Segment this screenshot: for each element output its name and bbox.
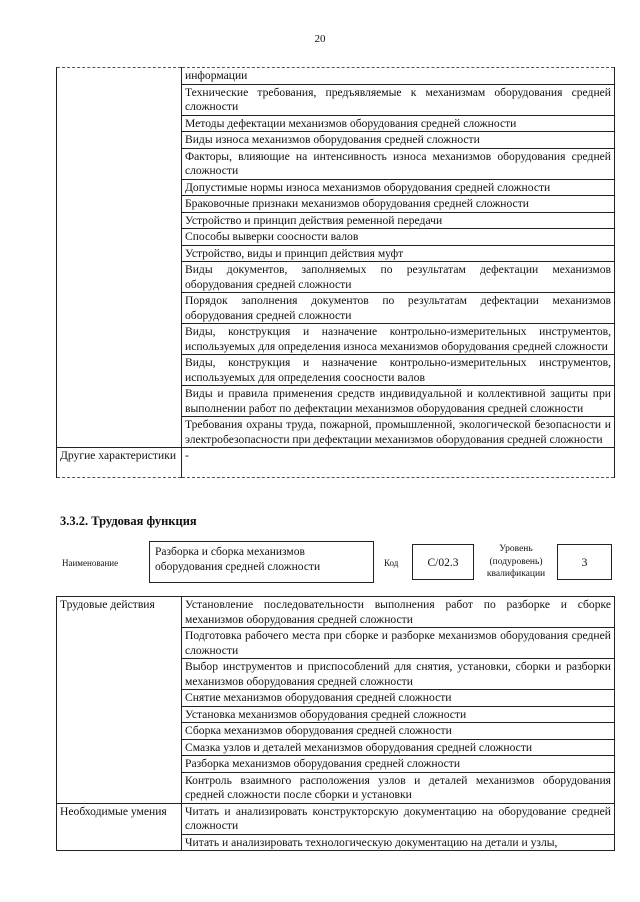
table-cell: Установление последовательности выполнения работ по разборке и сборке механизмов оборудования средней сложности (182, 597, 615, 628)
table-cell: Виды и правила применения средств индивидуальной и коллективной защиты при выполнении работ по дефектации механизмов оборудования средней сложности (182, 386, 615, 417)
qualification-level-box: 3 (557, 544, 612, 580)
table-cell: Читать и анализировать конструкторскую документацию на оборудование средней сложности (182, 803, 615, 834)
table-cell: Технические требования, предъявляемые к механизмам оборудования средней сложности (182, 84, 615, 115)
other-characteristics-label: Другие характеристики (57, 448, 182, 478)
name-label: Наименование (62, 558, 119, 568)
table-cell: Способы выверки соосности валов (182, 229, 615, 246)
table-cell: Методы дефектации механизмов оборудования средней сложности (182, 115, 615, 132)
table-cell: Снятие механизмов оборудования средней сложности (182, 690, 615, 707)
table-cell: Устройство, виды и принцип действия муфт (182, 245, 615, 262)
table-cell: Контроль взаимного расположения узлов и деталей механизмов оборудования средней сложности после сборки и установки (182, 772, 615, 803)
section-title: 3.3.2. Трудовая функция (60, 514, 197, 528)
page-number: 20 (314, 33, 326, 45)
knowledge-table (56, 67, 615, 478)
table-cell: Виды износа механизмов оборудования средней сложности (182, 132, 615, 149)
table-cell: Читать и анализировать технологическую документацию на детали и узлы, (182, 834, 615, 851)
table-row (57, 68, 615, 85)
table-cell: информации (182, 68, 615, 85)
table-cell: Сборка механизмов оборудования средней сложности (182, 723, 615, 740)
table-cell: Виды, конструкция и назначение контрольно-измерительных инструментов, используемых для определения износа механизмов оборудования средней сложности (182, 324, 615, 355)
table-cell: Разборка механизмов оборудования средней сложности (182, 756, 615, 773)
table-cell: Браковочные признаки механизмов оборудования средней сложности (182, 196, 615, 213)
function-name-box: Разборка и сборка механизмов оборудования средней сложности (149, 541, 374, 583)
labor-actions-table (56, 596, 615, 851)
labor-actions-label: Трудовые действия (57, 597, 182, 804)
table-cell: Смазка узлов и деталей механизмов оборудования средней сложности (182, 739, 615, 756)
table-cell: Требования охраны труда, пожарной, промышленной, экологической безопасности и электробезопасности при дефектации механизмов оборудования средней сложности (182, 417, 615, 448)
skills-label: Необходимые умения (57, 803, 182, 851)
table-row (57, 597, 615, 628)
other-characteristics-value: - (182, 448, 615, 478)
table-cell: Подготовка рабочего места при сборке и разборке механизмов оборудования средней сложности (182, 628, 615, 659)
code-label: Код (384, 558, 399, 568)
table-cell: Выбор инструментов и приспособлений для снятия, установки, сборки и разборки механизмов оборудования средней сложности (182, 659, 615, 690)
knowledge-label-cell (57, 68, 182, 448)
function-code-box: С/02.3 (412, 544, 474, 580)
table-cell: Допустимые нормы износа механизмов оборудования средней сложности (182, 179, 615, 196)
table-row (57, 803, 615, 834)
table-cell: Факторы, влияющие на интенсивность износа механизмов оборудования средней сложности (182, 148, 615, 179)
table-row (57, 448, 615, 478)
table-cell: Виды документов, заполняемых по результатам дефектации механизмов оборудования средней сложности (182, 262, 615, 293)
table-cell: Порядок заполнения документов по результатам дефектации механизмов оборудования средней сложности (182, 293, 615, 324)
table-cell: Установка механизмов оборудования средней сложности (182, 706, 615, 723)
table-cell: Устройство и принцип действия ременной передачи (182, 212, 615, 229)
table-cell: Виды, конструкция и назначение контрольно-измерительных инструментов, используемых для определения соосности валов (182, 355, 615, 386)
qualification-level-label: Уровень (подуровень) квалификации (486, 544, 546, 579)
